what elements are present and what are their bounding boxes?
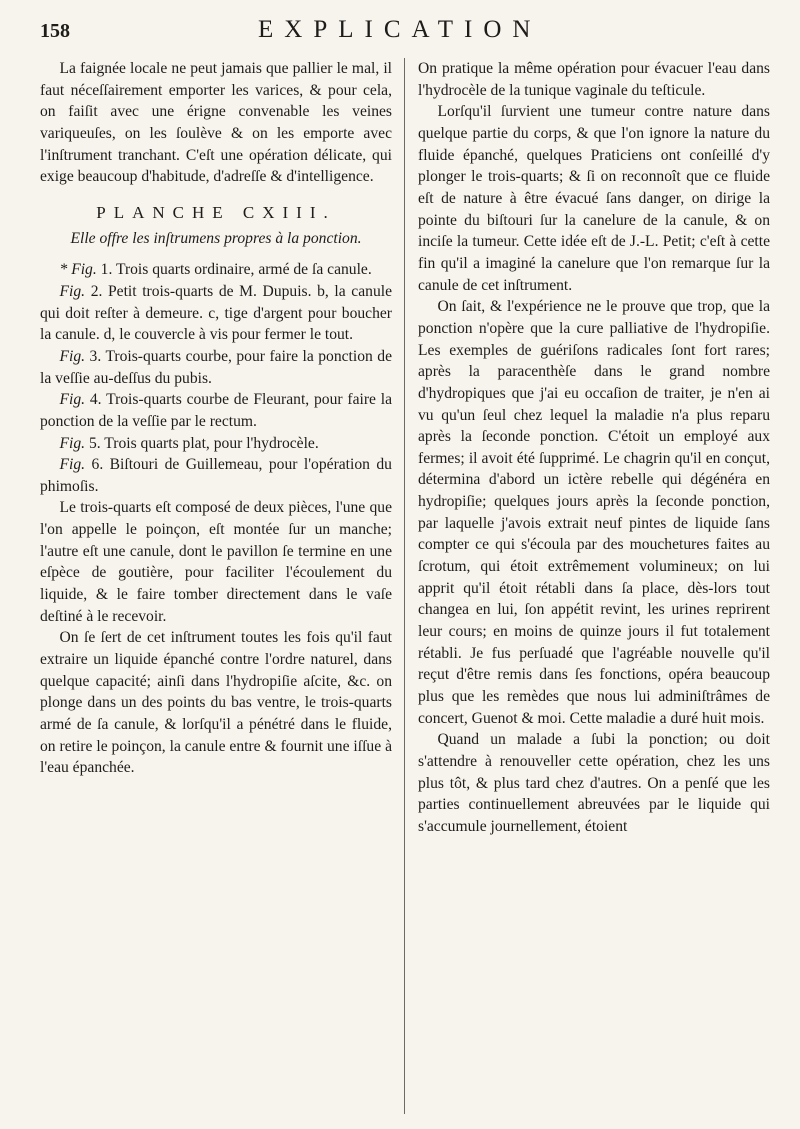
figure-caption-6 bbox=[40, 454, 392, 497]
fig-text: 6. Biſtouri de Guillemeau, pour l'opération du phimoſis. bbox=[40, 456, 392, 495]
figure-caption-1 bbox=[40, 259, 392, 281]
paragraph-trocar-description: Le trois-quarts eſt composé de deux pièces, l'une que l'on appelle le poinçon, eſt montée ſur un manche; l'autre eſt une canule, dont le pavillon ſe termine en une eſpèce de goutière, pour faciliter l'écoulement du liquide, & le faire tomber directement dans le vaſe deſtiné à le recevoir. bbox=[40, 499, 392, 625]
fig-label: Fig. bbox=[59, 456, 86, 474]
running-title: EXPLICATION bbox=[258, 16, 542, 43]
paragraph-experience: On ſait, & l'expérience ne le prouve que trop, que la ponction n'opère que la cure palliative de l'hydropiſie. Les exemples de guériſons radicales ſont fort rares; après la paracenthèſe dans le grand nombre d'hydropiques que j'ai eu occaſion de traiter, je n'en ai vu qu'un ſeul chez lequel la maladie n'a plus reparu après la ſeconde ponction. C'étoit un employé aux fermes; il avoit été ſupprimé. Le chagrin qu'il en conçut, détermina d'abord un ictère rebelle qui dégénéra en hydropiſie; quelques jours après la ſeconde ponction, par laquelle j'avois extrait neuf pintes de liquide ſans compter ce qui s'écoula par des mouchetures faites au ſcrotum, qui étoit extrêmement volumineux; on lui apprit qu'il étoit rétabli dans ſa place, dès-lors tout changea en lui, ſon appétit revint, les urines reprirent leur cours; en moins de quinze jours il fut totalement rétabli. Je fus perſuadé que l'agréable nouvelle qu'il reçut d'être remis dans ſes fonctions, opéra beaucoup plus que les remèdes que nous lui adminiſtrâmes de concert, Guenot & moi. Cette maladie a duré huit mois. bbox=[418, 298, 770, 727]
figure-caption-5 bbox=[40, 433, 392, 455]
fig-text: 2. Petit trois-quarts de M. Dupuis. b, la canule qui doit reſter à demeure. c, tige d'argent pour boucher la canule. d, le couvercle à vis pour fermer le tout. bbox=[40, 282, 392, 344]
paragraph-ponction: Quand un malade a ſubi la ponction; ou doit s'attendre à renouveller cette opération, chez les uns plus tôt, & plus tard chez d'autres. On a penſé que les parties continuellement abreuvées par le liquide qui s'accumule journellement, étoient bbox=[418, 731, 770, 835]
fig-text: 3. Trois-quarts courbe, pour faire la ponction de la veſſie au-deſſus du pubis. bbox=[40, 347, 392, 387]
column-divider bbox=[404, 58, 405, 1114]
fig-label: Fig. bbox=[59, 347, 86, 365]
fig-text: 5. Trois quarts plat, pour l'hydrocèle. bbox=[88, 434, 319, 452]
paragraph-hydrocele: On pratique la même opération pour évacuer l'eau dans l'hydrocèle de la tunique vaginale du teſticule. bbox=[418, 60, 770, 99]
left-column bbox=[40, 58, 392, 779]
plate-title: PLANCHE CXIII. bbox=[96, 202, 336, 222]
fig-text: 4. Trois-quarts courbe de Fleurant, pour faire la ponction de la veſſie par le rectum. bbox=[40, 391, 392, 430]
fig-label: * Fig. bbox=[59, 261, 97, 279]
page-number: 158 bbox=[40, 20, 70, 42]
plate-subtitle: Elle offre les inſtrumens propres à la ponction. bbox=[70, 229, 362, 247]
paragraph-saignee: La faignée locale ne peut jamais que pallier le mal, il faut néceſſairement emporter les varices, & pour cela, on faiſit avec une érigne convenable les veines variqueuſes, on les ſoulève & on les emporte avec l'inſtrument tranchant. C'eſt une opération délicate, qui exige beaucoup d'habitude, d'adreſſe & d'intelligence. bbox=[40, 60, 392, 186]
fig-label: Fig. bbox=[59, 434, 86, 452]
right-column bbox=[418, 58, 770, 838]
running-header bbox=[40, 16, 780, 56]
figure-caption-3 bbox=[40, 346, 392, 389]
figure-caption-4 bbox=[40, 389, 392, 432]
paragraph-tumeur: Lorſqu'il ſurvient une tumeur contre nature dans quelque partie du corps, & que l'on ignore la nature du fluide épanché, quelques Praticiens ont conſeillé d'y plonger le trois-quarts; & ſi on reconnoît que ce fluide eſt de nature à être évacué ſans danger, on dirige la pointe du biſtouri ſur la canelure de la canule, & on inciſe la tumeur. Cette idée eſt de J.-L. Petit; c'eſt à cette fin qu'il a imaginé la canelure que l'on remarque ſur la canule de cet inſtrument. bbox=[418, 103, 770, 294]
figure-caption-2 bbox=[40, 281, 392, 346]
fig-label: Fig. bbox=[59, 391, 86, 409]
fig-text: 1. Trois quarts ordinaire, armé de ſa canule. bbox=[100, 261, 372, 279]
fig-label: Fig. bbox=[59, 282, 86, 300]
paragraph-trocar-use: On ſe ſert de cet inſtrument toutes les fois qu'il faut extraire un liquide épanché contre l'ordre naturel, dans quelque capacité; ainſi dans l'hydropiſie aſcite, &c. on plonge dans un des points du bas ventre, le trois-quarts armé de ſa canule, & lorſqu'il a pénétré dans le fluide, on retire le poinçon, la canule entre & fournit une iſſue à l'eau épanchée. bbox=[40, 629, 392, 777]
